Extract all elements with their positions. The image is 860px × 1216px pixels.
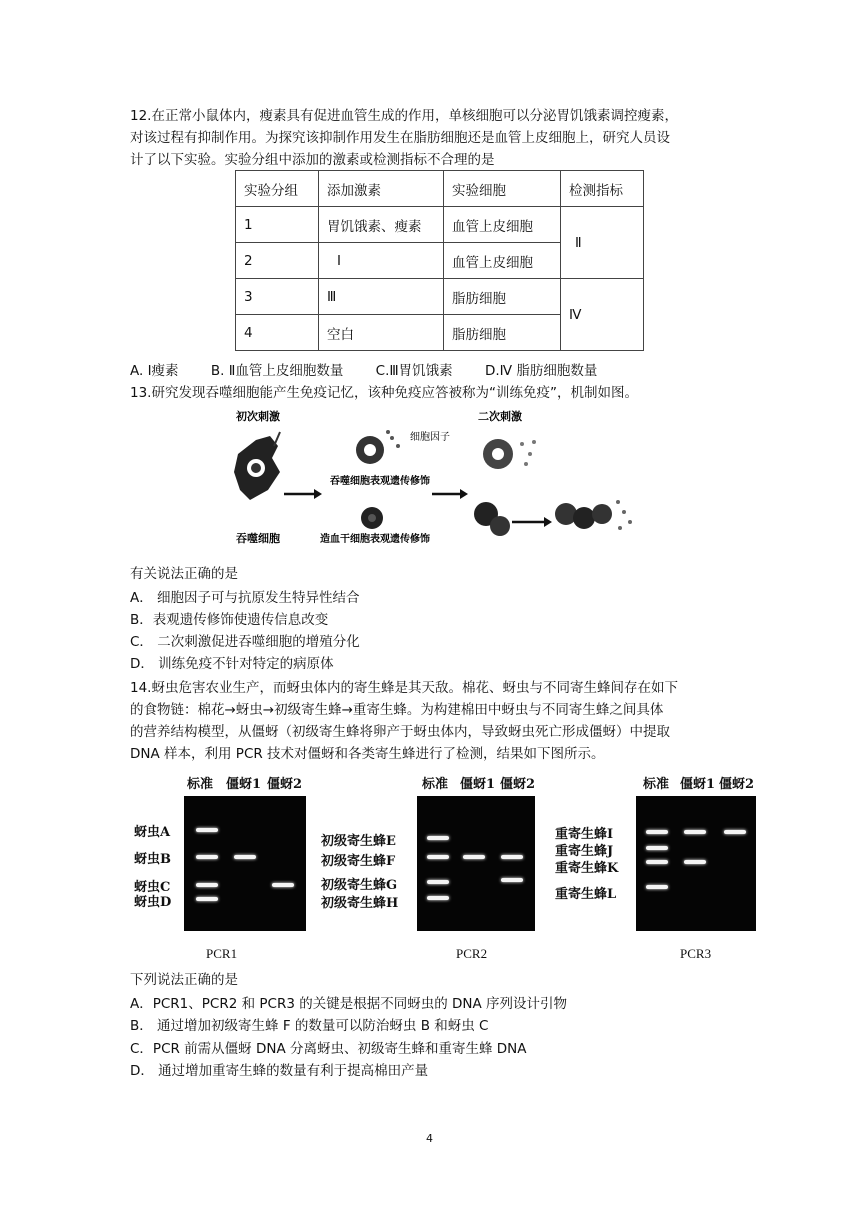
table-cell: 脂肪细胞: [444, 279, 561, 315]
caption-pcr3: PCR3: [680, 946, 712, 961]
table-row: [236, 207, 644, 243]
gel-band: [196, 883, 218, 887]
option-d: D.Ⅳ 脂肪细胞数量: [484, 363, 598, 379]
experiment-table: [235, 170, 644, 351]
q13-prompt: 有关说法正确的是: [130, 566, 238, 582]
q12-line-1: 12.在正常小鼠体内，瘦素具有促进血管生成的作用，单核细胞可以分泌胃饥饿素调控瘦素，: [130, 108, 678, 124]
gel-band: [196, 828, 218, 832]
table-header: 添加激素: [319, 171, 444, 207]
table-cell: 空白: [319, 315, 444, 351]
gel-band: [724, 830, 746, 834]
table-cell: 3: [236, 279, 319, 315]
gel2-label-e: 初级寄生蜂E: [321, 834, 396, 849]
q13-stem: 13.研究发现吞噬细胞能产生免疫记忆，该种免疫应答被称为“训练免疫”，机制如图。: [130, 385, 638, 401]
gel-band: [684, 860, 706, 864]
table-cell: 脂肪细胞: [444, 315, 561, 351]
gel-band: [646, 830, 668, 834]
stem-cell-icon: [361, 507, 383, 529]
gel-band: [463, 855, 485, 859]
q14-option-a: A．PCR1、PCR2 和 PCR3 的关键是根据不同蚜虫的 DNA 序列设计引物: [130, 996, 568, 1012]
gel-band: [427, 880, 449, 884]
gel3-header-lane2: 僵蚜2: [719, 777, 755, 792]
caption-pcr1: PCR1: [206, 946, 238, 961]
gel-band: [427, 896, 449, 900]
q12-options: [130, 361, 625, 381]
gel-band: [684, 830, 706, 834]
table-header: 实验细胞: [444, 171, 561, 207]
gel-band: [427, 855, 449, 859]
modified-macrophage-icon: [356, 430, 400, 464]
option-c: C.Ⅲ胃饥饿素: [375, 363, 453, 379]
gel3-label-k: 重寄生蜂K: [555, 861, 619, 876]
gel3-label-j: 重寄生蜂J: [555, 844, 614, 859]
gel-band: [196, 897, 218, 901]
gel1-label-d: 蚜虫D: [134, 895, 172, 910]
cell-cluster-icon: [474, 500, 632, 536]
gel1-label-a: 蚜虫A: [134, 825, 171, 840]
q14-line-4: DNA 样本，利用 PCR 技术对僵蚜和各类寄生蜂进行了检测，结果如下图所示。: [130, 746, 605, 762]
gel-band: [501, 855, 523, 859]
q14-option-b: B． 通过增加初级寄生蜂 F 的数量可以防治蚜虫 B 和蚜虫 C: [130, 1018, 489, 1034]
gel3-header-lane1: 僵蚜1: [680, 777, 716, 792]
gel3-label-i: 重寄生蜂I: [555, 827, 614, 842]
macrophage-cell-icon: [234, 432, 280, 500]
q14-option-c: C．PCR 前需从僵蚜 DNA 分离蚜虫、初级寄生蜂和重寄生蜂 DNA: [130, 1041, 527, 1057]
q12-line-3: 计了以下实验。实验分组中添加的激素或检测指标不合理的是: [130, 152, 495, 168]
gel3-label-l: 重寄生蜂L: [555, 887, 617, 902]
q13-option-c: C． 二次刺激促进吞噬细胞的增殖分化: [130, 634, 360, 650]
gel-band: [646, 860, 668, 864]
gel1-header-lane1: 僵蚜1: [226, 777, 262, 792]
option-a: A. Ⅰ瘦素: [130, 363, 179, 379]
gel2-label-f: 初级寄生蜂F: [321, 854, 396, 869]
label-macrophage: 吞噬细胞: [236, 532, 280, 545]
table-cell: 血管上皮细胞: [444, 207, 561, 243]
table-cell: 1: [236, 207, 319, 243]
table-cell: Ⅰ: [319, 243, 444, 279]
q14-line-2: 的食物链：棉花→蚜虫→初级寄生蜂→重寄生蜂。为构建棉田中蚜虫与不同寄生蜂之间具体: [130, 702, 664, 718]
page-number: 4: [426, 1132, 433, 1145]
option-b: B. Ⅱ血管上皮细胞数量: [210, 363, 344, 379]
arrow-icon: [284, 489, 322, 499]
label-cytokine: 细胞因子: [410, 432, 450, 443]
q14-prompt: 下列说法正确的是: [130, 972, 238, 988]
gel1-label-b: 蚜虫B: [134, 852, 171, 867]
gel-band: [501, 878, 523, 882]
gel-band: [427, 836, 449, 840]
table-header: 实验分组: [236, 171, 319, 207]
gel-band: [646, 885, 668, 889]
table-row: [236, 279, 644, 315]
q13-option-a: A． 细胞因子可与抗原发生特异性结合: [130, 590, 360, 606]
table-cell-merged: Ⅱ: [561, 207, 644, 279]
label-macrophage-modification: 吞噬细胞表观遗传修饰: [330, 476, 430, 487]
table-cell: 4: [236, 315, 319, 351]
gel3-header-standard: 标准: [643, 777, 670, 792]
gel-band: [272, 883, 294, 887]
arrow-icon: [432, 489, 468, 499]
table-cell-merged: Ⅳ: [561, 279, 644, 351]
q13-option-d: D． 训练免疫不针对特定的病原体: [130, 656, 334, 672]
gel-image-pcr1: [184, 796, 306, 931]
q14-line-3: 的营养结构模型，从僵蚜（初级寄生蜂将卵产于蚜虫体内，导致蚜虫死亡形成僵蚜）中提取: [130, 724, 670, 740]
table-cell: Ⅲ: [319, 279, 444, 315]
gel2-label-g: 初级寄生蜂G: [321, 878, 398, 893]
gel1-header-standard: 标准: [187, 777, 214, 792]
table-header: 检测指标: [561, 171, 644, 207]
gel-band: [646, 846, 668, 850]
activated-macrophage-icon: [483, 439, 536, 469]
table-cell: 2: [236, 243, 319, 279]
label-hsc-modification: 造血干细胞表观遗传修饰: [320, 534, 430, 545]
gel-band: [234, 855, 256, 859]
gel2-header-standard: 标准: [422, 777, 449, 792]
table-cell: 胃饥饿素、瘦素: [319, 207, 444, 243]
immune-figure: [220, 402, 650, 552]
gel2-header-lane1: 僵蚜1: [460, 777, 496, 792]
gel1-header-lane2: 僵蚜2: [267, 777, 303, 792]
gel2-header-lane2: 僵蚜2: [500, 777, 536, 792]
q14-line-1: 14.蚜虫危害农业生产，而蚜虫体内的寄生蜂是其天敌。棉花、蚜虫与不同寄生蜂间存在如下: [130, 680, 678, 696]
gel1-label-c: 蚜虫C: [134, 880, 171, 895]
q14-option-d: D． 通过增加重寄生蜂的数量有利于提高棉田产量: [130, 1063, 429, 1079]
label-first-stimulus: 初次刺激: [236, 410, 280, 423]
q13-option-b: B．表观遗传修饰使遗传信息改变: [130, 612, 329, 628]
gel-image-pcr3: [636, 796, 756, 931]
q12-line-2: 对该过程有抑制作用。为探究该抑制作用发生在脂肪细胞还是血管上皮细胞上，研究人员设: [130, 130, 670, 146]
gel-image-pcr2: [417, 796, 535, 931]
label-second-stimulus: 二次刺激: [478, 410, 522, 423]
arrow-icon: [512, 517, 552, 527]
table-cell: 血管上皮细胞: [444, 243, 561, 279]
gel2-label-h: 初级寄生蜂H: [321, 896, 399, 911]
gel-band: [196, 855, 218, 859]
caption-pcr2: PCR2: [456, 946, 488, 961]
